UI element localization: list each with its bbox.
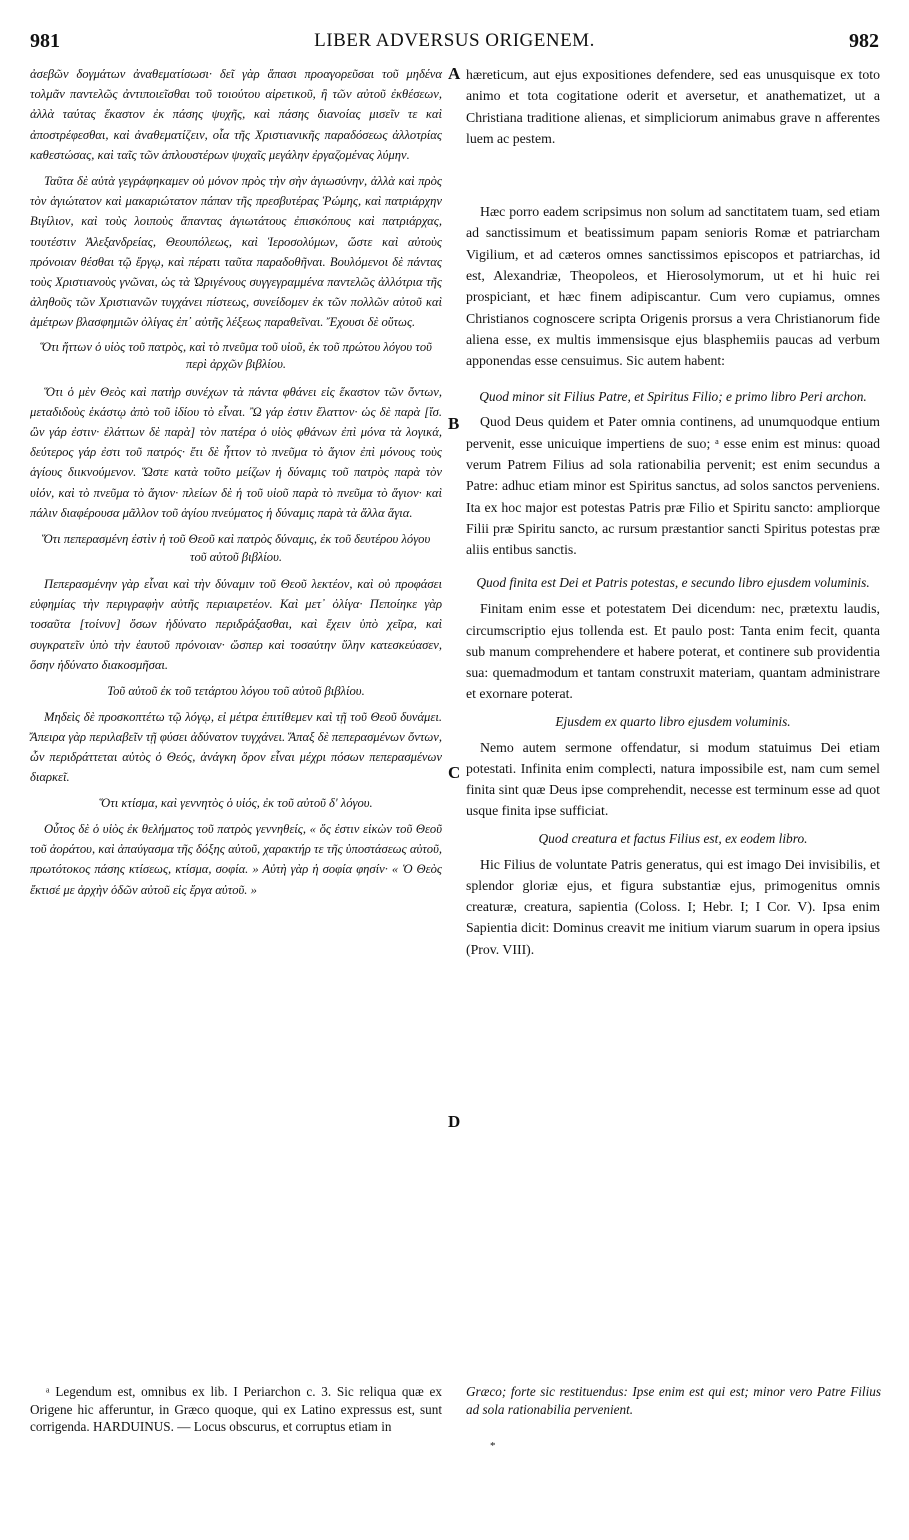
page-number-right: 982 [849,30,879,52]
latin-paragraph-son-generated: Hic Filius de voluntate Patris generatus, qui est imago Dei invisibilis, et splendor gloriæ ejus, et figura substantiæ ejus, primogenitus omnis creaturæ, creatura, sapientia (Coloss. I; Hebr. I; I Cor. V). Ipsa enim Sapientia dicit: Dominus creavit me initium viarum suarum in opera ipsius (Prov. VIII). [466,856,880,957]
greek-heading-book-four: Τοῦ αὐτοῦ ἐκ τοῦ τετάρτου λόγου τοῦ αὐτοῦ βιβλίου. [107,684,365,699]
page-header [30,30,879,56]
greek-paragraph-letter: Ταῦτα δὲ αὐτὰ γεγράφηκαμεν οὐ μόνον πρὸς τὴν σὴν ἁγιωσύνην, ἀλλὰ καὶ πρὸς τὸν ἁγιώτατον καὶ μακαριώτατον πάπαν τῆς πρεσβυτέρας Ῥώμης, καὶ πατριάρχην Βιγίλιον, καὶ τοὺς λοιποὺς ἅπαντας ἁγιωτάτους ἐπισκόπους καὶ πατριάρχας, τουτέστιν Ἀλεξανδρείας, Θεουπόλεως, καὶ Ἱεροσολύμων, ὥστε καὶ αὐτοὺς πρόνοιαν θέσθαι τῷ ἔργῳ, καὶ πέρατι ταῦτα παραδοθῆναι. Βουλόμενοι δὲ πάντας τοὺς Χριστιανοὺς γνῶναι, ὡς τὰ Ὠριγένους συγγεγραμμένα παντελῶς ἀλλότρια τῆς ἀληθοῦς τῶν Χριστιανῶν τυγχάνει πίστεως, συνείδομεν ἐκ τῶν πολλῶν αὐτοῦ καὶ ἀμέτρων βλασφημιῶν ὀλίγας ἐπ᾿ αὐτῆς λέξεως παραθεῖναι. Ἔχουσι δὲ οὕτως. [30,174,442,330]
latin-paragraph-finite-power: Finitam enim esse et potestatem Dei dicendum: nec, prætextu laudis, circumscriptio ejus tollenda est. Et paulo post: Tanta enim fecit, quanta sub manum comprehendere et habere poterat, et continere sub providentia sua: quemadmodum et tantam construxit materiam, quantam administrare et exornare poterat. [466,601,880,702]
footnote-left [30,1383,442,1436]
latin-column [466,64,880,960]
latin-heading-book-four: Ejusdem ex quarto libro ejusdem voluminis. [555,713,791,729]
footnote-right [466,1383,881,1418]
footnote-left-text: ᵃ Legendum est, omnibus ex lib. I Periarchon c. 3. Sic reliqua quæ ex Origene hic afferuntur, in Græco quoque, qui ex Latino expressus est, sunt corrigenda. HARDUINUS. — Locus obscurus, et corruptus etiam in [30,1384,442,1435]
greek-heading-book-two: Ὅτι πεπερασμένη ἐστὶν ἡ τοῦ Θεοῦ καὶ πατρὸς δύναμις, ἐκ τοῦ δευτέρου λόγου τοῦ αὐτοῦ βιβλίου. [41,532,431,564]
margin-marker-a: A [448,64,461,83]
latin-heading-book-one: Quod minor sit Filius Patre, et Spiritus Filio; e primo libro Peri archon. [479,388,867,404]
latin-heading-creature: Quod creatura et factus Filius est, ex eodem libro. [538,830,808,846]
greek-intro-paragraph: ἀσεβῶν δογμάτων ἀναθεματίσωσι· δεῖ γὰρ ἅπασι προαγορεῦσαι τοῦ μηδένα τολμᾶν παντελῶς ἀντιποιεῖσθαι τοῦ τοιούτου αἱρετικοῦ, ἢ τῶν αὐτοῦ ἐκθέσεων, ἀλλὰ ταύτας ἕκαστον ἐκ πάσης ψυχῆς, καὶ πάσης διανοίας μισεῖν τε καὶ ἀποστρέφεσθαι, καὶ ἀναθεματίζειν, οἷα τῆς Χριστιανικῆς παραδόσεως ἀλλοτρίας καθεστώσας, καὶ ταῖς τῶν ἁπλουστέρων ψυχαῖς μεγάλην ἐργαζομένας λύμην. [30,67,442,162]
latin-heading-book-two: Quod finita est Dei et Patris potestas, e secundo libro ejusdem voluminis. [476,575,870,591]
greek-paragraph-finite-power: Πεπερασμένην γὰρ εἶναι καὶ τὴν δύναμιν τοῦ Θεοῦ λεκτέον, καὶ οὐ προφάσει εὐφημίας τὴν περιγραφὴν αὐτῆς περιαιρετέον. Καὶ μετ᾿ ὀλίγα· Πεποίηκε γὰρ τοσαῦτα [τοίνυν] ὅσων ἠδύνατο περιδράξασθαι, καὶ ἔχειν ὑπὸ χεῖρα, καὶ συγκρατεῖν ὑπὸ τὴν ἑαυτοῦ πρόνοιαν· ὥσπερ καὶ τοσαύτην ὕλην κατεσκεύασεν, ὅσην ἠδύνατο διακοσμῆσαι. [30,577,442,672]
page-number-left: 981 [30,30,60,52]
greek-heading-book-one: Ὅτι ἥττων ὁ υἱὸς τοῦ πατρὸς, καὶ τὸ πνεῦμα τοῦ υἱοῦ, ἐκ τοῦ πρώτου λόγου τοῦ περὶ ἀρχῶν βιβλίου. [40,339,432,372]
latin-intro-paragraph: hæreticum, aut ejus expositiones defendere, sed eas unusquisque ex toto animo et tota cogitatione oderit et aversetur, et anathematizet, ut a Christiana traditione alienas, et simpliciorum animabus grave n afferentes luem ac pestem. [466,67,880,146]
latin-paragraph-letter: Hæc porro eadem scripsimus non solum ad sanctitatem tuam, sed etiam ad sanctissimum et beatissimum papam senioris Romæ et patriarcham Vigilium, et ad cæteros omnes sanctissimos episcopos et patriarchas, id est, Alexandriæ, Theopoleos, et Hierosolymorum, ut et hi huic rei prospiciant, et hæc finem adipiscantur. Cum vero cupiamus, omnes Christianos cognoscere scripta Origenis prorsus a vera Christianorum fide aliena esse, ex multis immensisque ejus blasphemiis paucas ad verbum apponendas esse censuimus. Sic autem habent: [466,204,880,369]
latin-paragraph-measure: Nemo autem sermone offendatur, si modum statuimus Dei etiam potestati. Infinita enim complecti, natura impossibile est, nam cum semel finita sint quæ Deus ipse comprehendit, necesse est terminum esse ad quot usque finita ipse sufficiat. [466,739,880,819]
running-title: LIBER ADVERSUS ORIGENEM. [314,30,595,51]
latin-paragraph-son-lesser: Quod Deus quidem et Pater omnia continens, ad unumquodque entium pervenit, esse unicuique impertiens de suo; ᵃ esse enim est minus: quoad verum Patrem Filius ad sola rationabilia pervenit; est enim secundus a Patre: adhuc etiam minor est Spiritus sanctus, ad solos sanctos perveniens. Ita ex hoc major est potestas Patris præ Filio et Spiritu sancto: ampliorque Filii præ Spiritu sancto, ac rursum præstantior sancti Spiritus potestas præ aliis entibus sanctis. [466,414,880,558]
footnotes [30,1383,881,1503]
footnote-right-text: Græco; forte sic restituendus: Ipse enim est qui est; minor vero Patre Filius ad sola rationabilia pervenient. [466,1384,881,1417]
margin-marker-d: D [448,1112,461,1131]
greek-paragraph-son-generated: Οὗτος δὲ ὁ υἱὸς ἐκ θελήματος τοῦ πατρὸς γεννηθείς, « ὅς ἐστιν εἰκὼν τοῦ Θεοῦ τοῦ ἀοράτου, καὶ ἀπαύγασμα τῆς δόξης αὐτοῦ, χαρακτήρ τε τῆς ὑποστάσεως αὐτοῦ, πρωτότοκος πάσης κτίσεως, κτίσμα, σοφία. » Αὐτὴ γὰρ ἡ σοφία φησίν· « Ὁ Θεὸς ἔκτισέ με ἀρχὴν ὁδῶν αὐτοῦ εἰς ἔργα αὐτοῦ. » [30,821,442,897]
greek-paragraph-measure: Μηδεὶς δὲ προσκοπτέτω τῷ λόγῳ, εἰ μέτρα ἐπιτίθεμεν καὶ τῇ τοῦ Θεοῦ δυνάμει. Ἄπειρα γὰρ περιλαβεῖν τῇ φύσει ἀδύνατον τυγχάνει. Ἅπαξ δὲ πεπερασμένων ὄντων, ὧν περιδράττεται αὐτὸς ὁ Θεός, ἀνάγκη ὅρον εἶναι μέχρι πόσων πεπερασμένων διαρκεῖ. [30,709,442,785]
margin-marker-b: B [448,414,460,433]
greek-heading-creature: Ὅτι κτίσμα, καὶ γεννητὸς ὁ υἱός, ἐκ τοῦ αὐτοῦ δ' λόγου. [99,796,373,811]
greek-column [30,64,442,900]
greek-paragraph-son-lesser: Ὅτι ὁ μὲν Θεὸς καὶ πατὴρ συνέχων τὰ πάντα φθάνει εἰς ἕκαστον τῶν ὄντων, μεταδιδοὺς ἑκάστῳ ἀπὸ τοῦ ἰδίου τὸ εἶναι. Ὢ γάρ ἐστιν ἔλαττον· ὡς δὲ παρὰ [ἴσ. ὢν γάρ ἐστιν· ἐλάττων δὲ παρὰ] τὸν πατέρα ὁ υἱὸς φθάνων ἐπὶ μόνα τὰ λογικά, δεύτερος γάρ ἐστι τοῦ πατρός· ἔτι δὲ ἧττον τὸ πνεῦμα τὸ ἅγιον ἐπὶ μόνους τοὺς ἁγίους διικνούμενον. Ὥστε κατὰ τοῦτο μείζων ἡ δύναμις τοῦ πατρὸς παρὰ τὸν υἱόν, καὶ τὸ πνεῦμα τὸ ἅγιον· πλείων δὲ ἡ τοῦ υἱοῦ παρὰ τὸ πνεῦμα τὸ ἅγιον· καὶ πάλιν διαφέρουσα μᾶλλον τοῦ ἁγίου πνεύματος ἡ δύναμις παρὰ τὰ ἄλλα ἅγια. [30,384,442,520]
footnote-star: * [490,1440,496,1452]
margin-marker-c: C [448,763,461,782]
